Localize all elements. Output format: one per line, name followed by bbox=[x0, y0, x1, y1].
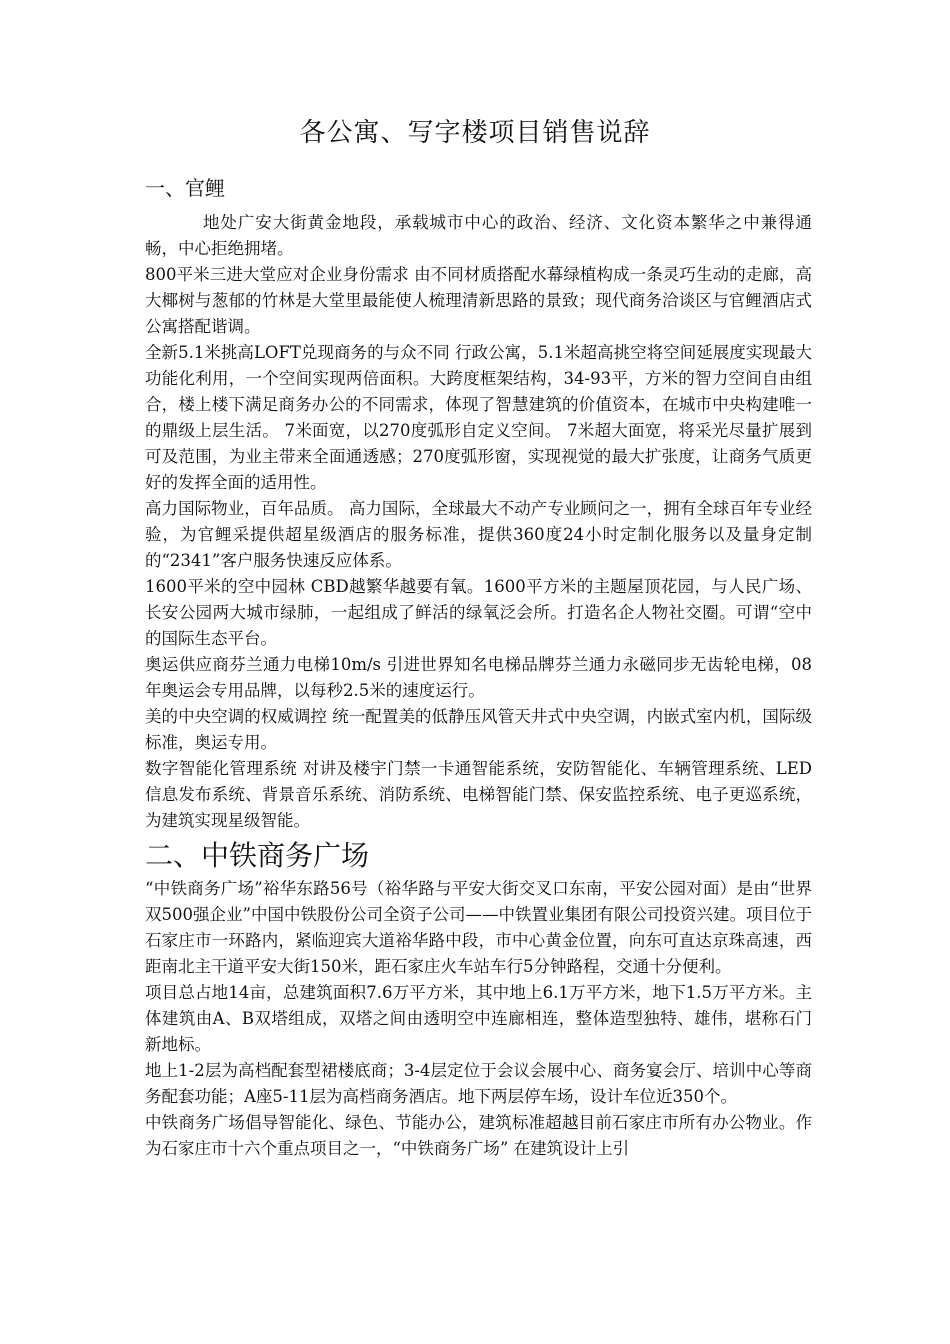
section-heading-zhongtie: 二、中铁商务广场 bbox=[145, 839, 370, 872]
paragraph: 美的中央空调的权威调控 统一配置美的低静压风管天井式中央空调，内嵌式室内机，国际级标准，奥运专用。 bbox=[145, 707, 812, 752]
paragraph: “中铁商务广场”裕华东路56号（裕华路与平安大街交叉口东南，平安公园对面）是由“世界双500强企业”中国中铁股份公司全资子公司——中铁置业集团有限公司投资兴建。项目位于石家庄市一环路内，紧临迎宾大道裕华路中段，市中心黄金位置，向东可直达京珠高速，西距南北主干道平安大街150米，距石家庄火车站车行5分钟路程，交通十分便利。 bbox=[145, 879, 812, 976]
paragraph: 地上1-2层为高档配套型裙楼底商；3-4层定位于会议会展中心、商务宴会厅、培训中心等商务配套功能；A座5-11层为高档商务酒店。地下两层停车场，设计车位近350个。 bbox=[145, 1061, 812, 1106]
paragraph: 全新5.1米挑高LOFT兑现商务的与众不同 行政公寓，5.1米超高挑空将空间延展度实现最大功能化利用，一个空间实现两倍面积。大跨度框架结构，34-93平，方米的智力空间自由组合，楼上楼下满足商务办公的不同需求，体现了智慧建筑的价值资本，在城市中央构建唯一的鼎级上层生活。 7米面宽，以270度弧形自定义空间。 7米超大面宽，将采光尽量扩展到可及范围，为业主带来全面通透感；270度弧形窗，实现视觉的最大扩张度，让商务气质更好的发挥全面的适用性。 bbox=[145, 343, 812, 492]
section-body-zhongtie bbox=[145, 876, 812, 1162]
document-title: 各公寓、写字楼项目销售说辞 bbox=[299, 118, 651, 148]
paragraph: 数字智能化管理系统 对讲及楼宇门禁一卡通智能系统，安防智能化、车辆管理系统、LED信息发布系统、背景音乐系统、消防系统、电梯智能门禁、保安监控系统、电子更巡系统，为建筑实现星级智能。 bbox=[145, 759, 812, 830]
section-heading-guanli: 一、官鲤 bbox=[145, 176, 225, 200]
paragraph: 奥运供应商芬兰通力电梯10m/s 引进世界知名电梯品牌芬兰通力永磁同步无齿轮电梯，08年奥运会专用品牌，以每秒2.5米的速度运行。 bbox=[145, 655, 812, 700]
paragraph: 1600平米的空中园林 CBD越繁华越要有氧。1600平方米的主题屋顶花园，与人民广场、长安公园两大城市绿肺，一起组成了鲜活的绿氧泛会所。打造名企人物社交圈。可谓“空中的国际生态平台。 bbox=[145, 577, 812, 648]
paragraph: 项目总占地14亩，总建筑面积7.6万平方米，其中地上6.1万平方米，地下1.5万平方米。主体建筑由A、B双塔组成，双塔之间由透明空中连廊相连，整体造型独特、雄伟，堪称石门新地标。 bbox=[145, 983, 812, 1054]
paragraph: 地处广安大街黄金地段，承载城市中心的政治、经济、文化资本繁华之中兼得通畅，中心拒绝拥堵。 bbox=[145, 213, 812, 258]
paragraph: 中铁商务广场倡导智能化、绿色、节能办公，建筑标准超越目前石家庄市所有办公物业。作为石家庄市十六个重点项目之一，“中铁商务广场” 在建筑设计上引 bbox=[145, 1113, 812, 1158]
paragraph: 高力国际物业，百年品质。 高力国际，全球最大不动产专业顾问之一，拥有全球百年专业经验，为官鲤采提供超星级酒店的服务标准，提供360度24小时定制化服务以及量身定制的“2341”客户服务快速反应体系。 bbox=[145, 499, 812, 570]
paragraph: 800平米三进大堂应对企业身份需求 由不同材质搭配水幕绿植构成一条灵巧生动的走廊，高大椰树与葱郁的竹林是大堂里最能使人梳理清新思路的景致；现代商务洽谈区与官鲤酒店式公寓搭配谐调。 bbox=[145, 265, 812, 336]
section-body-guanli bbox=[145, 210, 812, 834]
